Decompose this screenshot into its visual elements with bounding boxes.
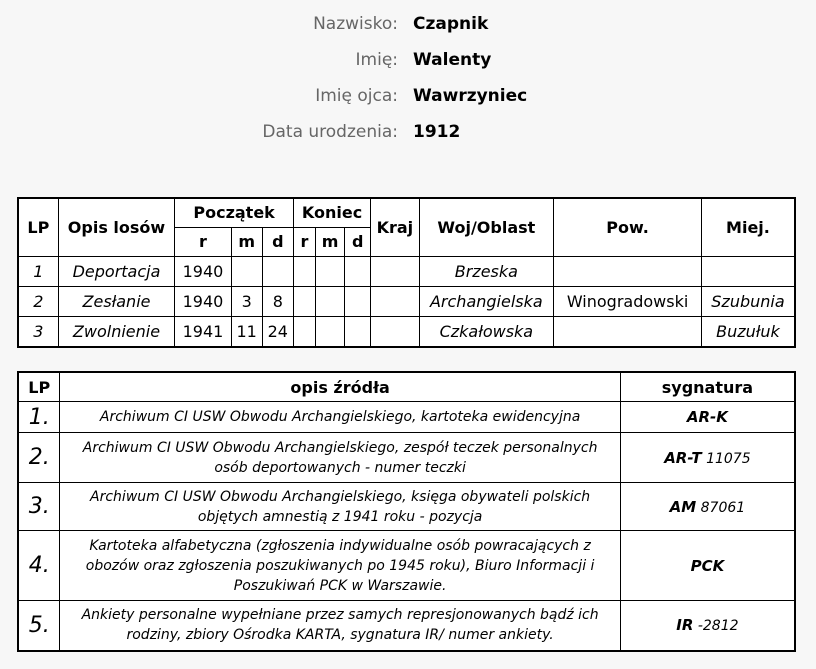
cell-end-d — [345, 256, 371, 286]
cell-start-r: 1940 — [175, 256, 231, 286]
cell-start-m: 3 — [231, 286, 262, 316]
signature-code: AR-T — [664, 448, 702, 467]
cell-signature — [620, 433, 795, 483]
first-name-row — [0, 46, 816, 76]
cell-woj: Czkałowska — [419, 316, 554, 347]
cell-start-r: 1941 — [175, 316, 231, 347]
cell-start-m — [231, 256, 262, 286]
surname-row — [0, 10, 816, 40]
cell-end-d — [345, 286, 371, 316]
cell-end-r — [293, 286, 315, 316]
header-kraj: Kraj — [371, 198, 419, 256]
signature-number: 87061 — [700, 499, 746, 516]
header-start-r: r — [175, 227, 231, 256]
cell-kraj — [371, 316, 419, 347]
signature-code: AR-K — [686, 408, 728, 426]
cell-start-d: 8 — [262, 286, 293, 316]
sources-table — [17, 371, 796, 652]
cell-source-description: Ankiety personalne wypełniane przez samych represjonowanych bądź ich rodziny, zbiory Ośrodka KARTA, sygnatura IR/ numer ankiety. — [60, 601, 620, 651]
cell-signature — [620, 601, 795, 651]
father-name-label: Imię ojca: — [315, 86, 398, 106]
cell-miej — [701, 256, 795, 286]
header-opis-zrodla: opis źródła — [60, 372, 620, 402]
cell-signature — [620, 483, 795, 531]
cell-woj: Archangielska — [419, 286, 554, 316]
header-miej: Miej. — [701, 198, 795, 256]
birth-date-value: 1912 — [413, 122, 461, 142]
header-lp: LP — [18, 198, 58, 256]
table-row — [18, 601, 795, 651]
cell-woj: Brzeska — [419, 256, 554, 286]
header-end-r: r — [293, 227, 315, 256]
header-end-d: d — [345, 227, 371, 256]
surname-value: Czapnik — [413, 14, 489, 34]
table-row — [18, 286, 795, 316]
cell-miej: Buzułuk — [701, 316, 795, 347]
cell-opis: Deportacja — [58, 256, 175, 286]
events-table — [17, 197, 796, 348]
cell-end-m — [316, 316, 345, 347]
cell-pow: Winogradowski — [554, 286, 702, 316]
table-row — [18, 433, 795, 483]
table-row — [18, 402, 795, 433]
cell-source-description: Kartoteka alfabetyczna (zgłoszenia indywidualne osób powracających z obozów oraz zgłoszenia poszukiwanych po 1945 roku), Biuro Informacji i Poszukiwań PCK w Warszawie. — [60, 531, 620, 601]
cell-kraj — [371, 256, 419, 286]
cell-end-d — [345, 316, 371, 347]
cell-end-r — [293, 256, 315, 286]
header-start-m: m — [231, 227, 262, 256]
cell-source-description: Archiwum CI USW Obwodu Archangielskiego, księga obywateli polskich objętych amnestią z 1941 roku - pozycja — [60, 483, 620, 531]
cell-start-d — [262, 256, 293, 286]
cell-end-m — [316, 256, 345, 286]
cell-kraj — [371, 286, 419, 316]
father-name-value: Wawrzyniec — [413, 86, 528, 106]
cell-signature — [620, 402, 795, 433]
table-row — [18, 256, 795, 286]
birth-date-row — [0, 118, 816, 148]
cell-lp: 5. — [18, 601, 60, 651]
header-lp: LP — [18, 372, 60, 402]
table-row — [18, 316, 795, 347]
cell-start-r: 1940 — [175, 286, 231, 316]
cell-source-description: Archiwum CI USW Obwodu Archangielskiego, kartoteka ewidencyjna — [60, 402, 620, 433]
cell-lp: 2. — [18, 433, 60, 483]
cell-source-description: Archiwum CI USW Obwodu Archangielskiego, zespół teczek personalnych osób deportowanych - numer teczki — [60, 433, 620, 483]
header-opis: Opis losów — [58, 198, 175, 256]
signature-number: 11075 — [706, 450, 751, 467]
cell-signature — [620, 531, 795, 601]
cell-pow — [554, 316, 702, 347]
cell-start-m: 11 — [231, 316, 262, 347]
header-sygnatura: sygnatura — [620, 372, 795, 402]
header-woj: Woj/Oblast — [419, 198, 554, 256]
cell-opis: Zwolnienie — [58, 316, 175, 347]
cell-end-m — [316, 286, 345, 316]
cell-lp: 1. — [18, 402, 60, 433]
table-row — [18, 483, 795, 531]
cell-lp: 3 — [18, 316, 58, 347]
father-name-row — [0, 82, 816, 112]
table-row — [18, 531, 795, 601]
signature-number: -2812 — [697, 618, 739, 635]
header-pow: Pow. — [554, 198, 702, 256]
cell-pow — [554, 256, 702, 286]
header-end-m: m — [316, 227, 345, 256]
cell-end-r — [293, 316, 315, 347]
first-name-label: Imię: — [355, 50, 398, 70]
cell-lp: 1 — [18, 256, 58, 286]
surname-label: Nazwisko: — [313, 14, 398, 34]
first-name-value: Walenty — [413, 50, 492, 70]
signature-code: IR — [676, 616, 694, 635]
cell-opis: Zesłanie — [58, 286, 175, 316]
signature-code: AM — [669, 497, 697, 516]
cell-start-d: 24 — [262, 316, 293, 347]
cell-lp: 3. — [18, 483, 60, 531]
cell-miej: Szubunia — [701, 286, 795, 316]
signature-code: PCK — [690, 556, 725, 575]
header-start: Początek — [175, 198, 294, 227]
birth-date-label: Data urodzenia: — [262, 122, 398, 142]
header-end: Koniec — [293, 198, 370, 227]
header-start-d: d — [262, 227, 293, 256]
cell-lp: 4. — [18, 531, 60, 601]
cell-lp: 2 — [18, 286, 58, 316]
